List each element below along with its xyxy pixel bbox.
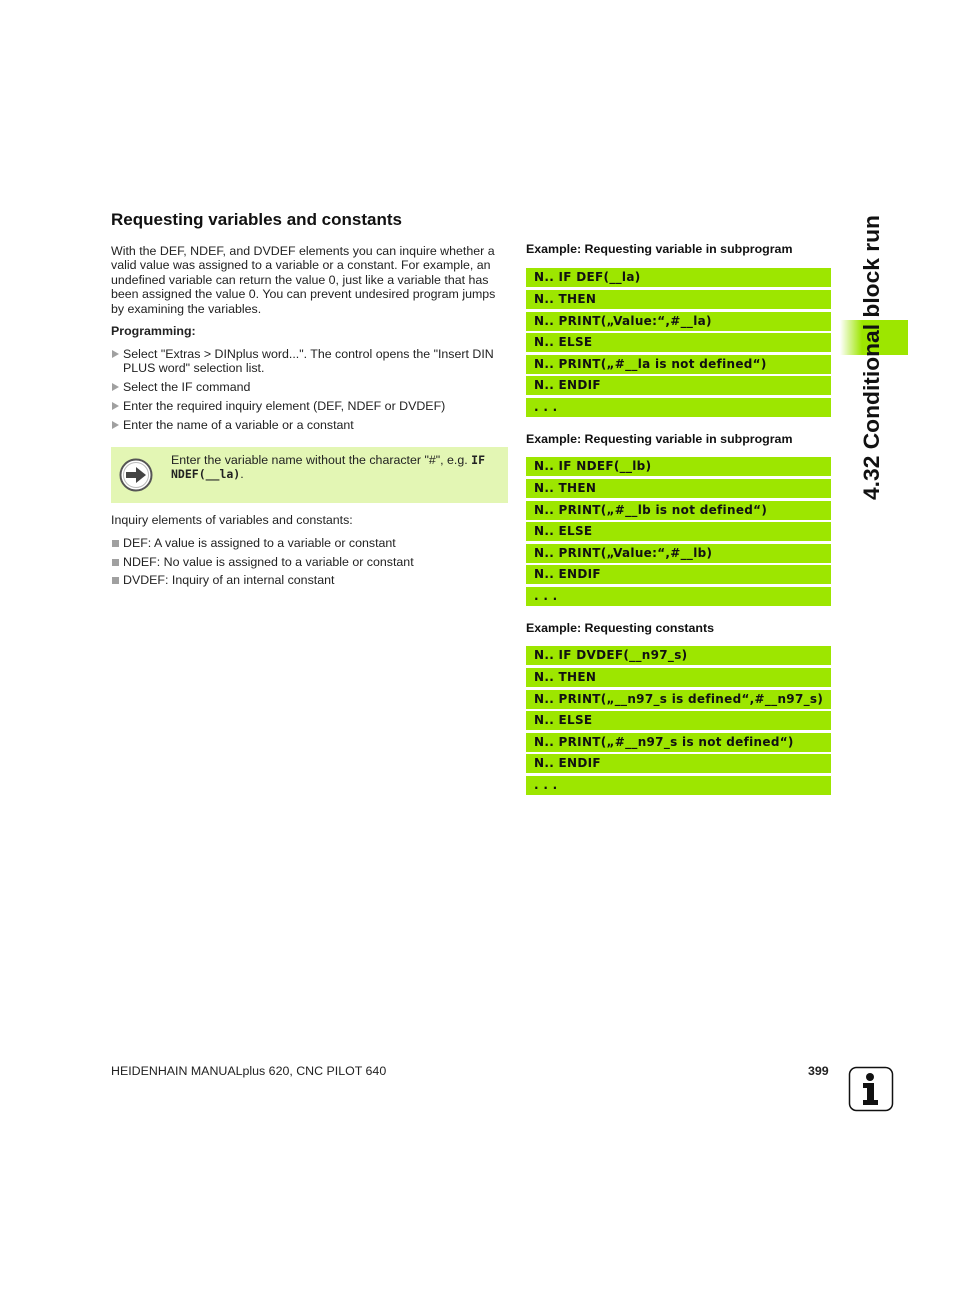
note-text: [171, 453, 501, 482]
code-line: . . .: [526, 398, 831, 417]
page-number: 399: [808, 1064, 829, 1078]
code-line: N.. IF NDEF(__lb): [526, 457, 831, 476]
code-line: N.. PRINT(„__n97_s is defined“,#__n97_s): [526, 690, 831, 709]
step-text: Select "Extras > DINplus word...". The control opens the "Insert DIN PLUS word" selection list.: [123, 347, 494, 376]
inquiry-label: Inquiry elements of variables and constants:: [111, 513, 353, 527]
programming-steps: [111, 347, 511, 437]
info-icon: [848, 1066, 894, 1112]
triangle-bullet-icon: [112, 402, 119, 410]
step-item: [111, 418, 511, 432]
code-line: N.. ELSE: [526, 711, 831, 730]
code-line: N.. PRINT(„#__la is not defined“): [526, 355, 831, 374]
code-line: N.. PRINT(„Value:“,#__lb): [526, 544, 831, 563]
square-bullet-icon: [112, 577, 119, 584]
code-line: N.. PRINT(„#__lb is not defined“): [526, 501, 831, 520]
square-bullet-icon: [112, 559, 119, 566]
step-text: Select the IF command: [123, 380, 251, 395]
triangle-bullet-icon: [112, 421, 119, 429]
code-line: . . .: [526, 776, 831, 795]
list-item: [111, 573, 414, 587]
triangle-bullet-icon: [112, 383, 119, 391]
code-line: N.. PRINT(„Value:“,#__la): [526, 312, 831, 331]
intro-paragraph: With the DEF, NDEF, and DVDEF elements you can inquire whether a valid value was assigned to a variable or a constant. For example, an undefined variable can return the value 0, just like a variable that has been assigned the value 0. You can prevent undesired program jumps by examining the variables.: [111, 244, 496, 316]
example-title: Example: Requesting variable in subprogram: [526, 432, 793, 446]
code-line: . . .: [526, 587, 831, 606]
note-text-after: .: [240, 467, 244, 482]
step-item: [111, 380, 511, 394]
chapter-title: [855, 215, 887, 500]
section-title: Requesting variables and constants: [111, 210, 402, 229]
example-title: Example: Requesting constants: [526, 621, 714, 635]
step-text: Enter the required inquiry element (DEF, NDEF or DVDEF): [123, 399, 446, 414]
step-item: [111, 347, 511, 376]
arrow-right-icon: [119, 458, 153, 492]
square-bullet-icon: [112, 540, 119, 547]
list-item-text: NDEF: No value is assigned to a variable or constant: [123, 554, 414, 569]
programming-label: Programming:: [111, 324, 196, 338]
code-line: N.. ENDIF: [526, 754, 831, 773]
code-line: N.. IF DEF(__la): [526, 268, 831, 287]
code-line: N.. PRINT(„#__n97_s is not defined“): [526, 733, 831, 752]
step-item: [111, 399, 511, 413]
code-line: N.. THEN: [526, 290, 831, 309]
note-text-before: Enter the variable name without the character "#", e.g.: [171, 453, 472, 467]
code-line: N.. IF DVDEF(__n97_s): [526, 646, 831, 665]
code-line: N.. ENDIF: [526, 376, 831, 395]
list-item-text: DEF: A value is assigned to a variable or constant: [123, 536, 396, 550]
list-item: [111, 555, 414, 569]
note-code: IF NDEF(__la): [171, 453, 485, 482]
example-title: Example: Requesting variable in subprogram: [526, 242, 793, 256]
code-line: N.. ENDIF: [526, 565, 831, 584]
code-line: N.. THEN: [526, 479, 831, 498]
code-line: N.. ELSE: [526, 333, 831, 352]
code-line: N.. ELSE: [526, 522, 831, 541]
chapter-title-text: 4.32 Conditional block run: [859, 218, 884, 500]
triangle-bullet-icon: [112, 350, 119, 358]
step-text: Enter the name of a variable or a constant: [123, 418, 354, 433]
note-box: [111, 447, 508, 503]
footer-title: HEIDENHAIN MANUALplus 620, CNC PILOT 640: [111, 1064, 387, 1078]
list-item: [111, 536, 414, 550]
list-item-text: DVDEF: Inquiry of an internal constant: [123, 573, 335, 588]
code-line: N.. THEN: [526, 668, 831, 687]
inquiry-list: [111, 536, 414, 592]
